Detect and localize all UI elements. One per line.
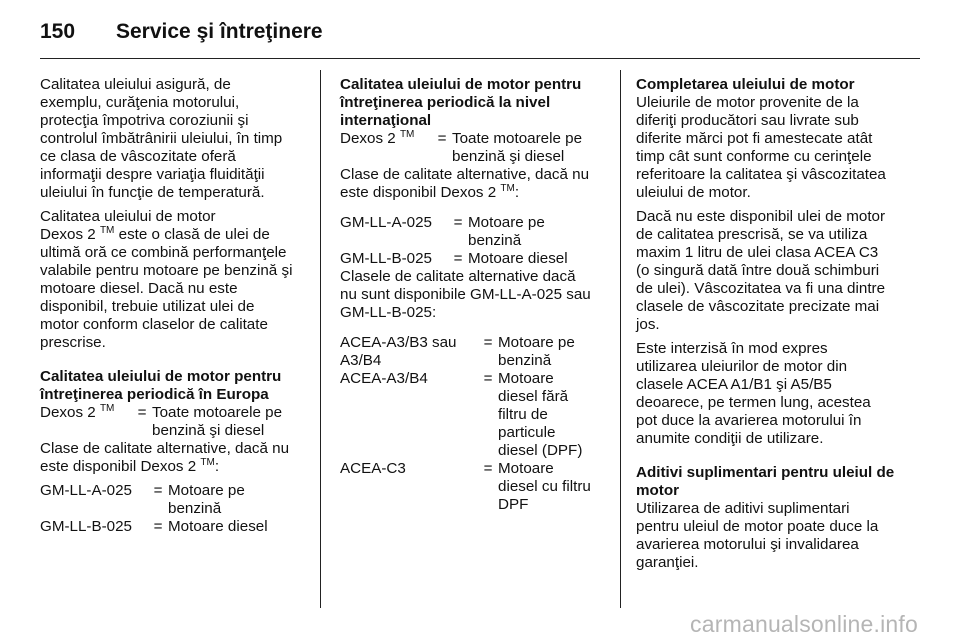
equals-sign: = bbox=[153, 518, 163, 535]
alt-classes-2-text: Clasele de calitate alternative dacă nu sunt disponibile GM-LL-A-025 sau GM-LL-B-025: bbox=[340, 268, 591, 321]
equals-sign: = bbox=[453, 214, 463, 231]
equals-sign: = bbox=[483, 460, 493, 477]
dexos-paragraph bbox=[40, 226, 305, 352]
column-divider-1 bbox=[320, 70, 321, 608]
table-key: GM-LL-B-025 bbox=[40, 518, 133, 535]
dexos-text: Dexos 2 bbox=[40, 226, 96, 243]
table-key: ACEA-C3 bbox=[340, 460, 406, 477]
dexos-row bbox=[40, 404, 305, 440]
oil-quality-label: Calitatea uleiului de motor bbox=[40, 208, 216, 225]
gm-ll-table bbox=[40, 482, 305, 536]
international-heading: Calitatea uleiului de motor pentru întreţinerea periodică la nivel internaţional bbox=[340, 76, 582, 129]
dexos-row bbox=[340, 130, 605, 166]
equals-sign: = bbox=[137, 404, 147, 421]
intro-paragraph: Calitatea uleiului asigură, de exemplu, curăţenia motorului, protecţia împotriva coroziunii şi controlul îmbătrânirii uleiului, în timp ce clasa de vâscozitate oferă informaţii despre variaţia fluidităţii uleiului în funcţie de temperatură. bbox=[40, 76, 283, 201]
gm-ll-table bbox=[340, 214, 605, 268]
oil-mixing-paragraph: Uleiurile de motor provenite de la diferiţi producători sau livrate sub diferite mărci pot fi amestecate atât timp cât sunt conforme cu cerinţele referitoare la calitatea şi vâscozitatea uleiului de motor. bbox=[636, 94, 886, 201]
alt-classes-text: Clase de calitate alternative, dacă nu este disponibil Dexos 2 ™: bbox=[340, 166, 590, 201]
watermark-link[interactable]: carmanualsonline.info bbox=[690, 611, 918, 637]
table-key: ACEA-A3/B3 sau A3/B4 bbox=[340, 334, 457, 369]
acea-table bbox=[340, 334, 605, 514]
table-value: Motoare pe benzină bbox=[168, 482, 245, 517]
additives-paragraph: Utilizarea de aditivi suplimentari pentru uleiul de motor poate duce la avarierea motorului şi invalidarea garanţiei. bbox=[636, 500, 879, 571]
table-key: GM-LL-A-025 bbox=[340, 214, 433, 231]
table-value: Motoare diesel cu filtru DPF bbox=[498, 460, 591, 513]
alt-classes-text: Clase de calitate alternative, dacă nu este disponibil Dexos 2 ™: bbox=[40, 440, 290, 475]
equals-sign: = bbox=[453, 250, 463, 267]
trademark: TM bbox=[99, 224, 115, 236]
dexos-value: Toate motoarele pe benzină şi diesel bbox=[452, 130, 583, 165]
dexos-key: Dexos 2 ™ bbox=[40, 402, 115, 421]
dexos-text-rest: este o clasă de ulei de ultimă oră ce combină performanţele valabile pentru motoare pe benzină şi motoare diesel. Dacă nu este disponibil, trebuie utilizat ulei de motor conform claselor de calitate prescrise. bbox=[40, 226, 293, 351]
acea-c3-paragraph: Dacă nu este disponibil ulei de motor de calitatea prescrisă, se va utiliza maxim 1 litru de ulei clasa ACEA C3 (o singură dată între două schimburi de ulei). Vâscozitatea va fi una dintre clasele de vâscozitate precizate mai jos. bbox=[636, 208, 886, 333]
column-2 bbox=[340, 76, 605, 514]
page-header bbox=[40, 20, 323, 46]
table-key: GM-LL-A-025 bbox=[40, 482, 133, 499]
column-divider-2 bbox=[620, 70, 621, 608]
table-value: Motoare diesel fără filtru de particule diesel (DPF) bbox=[498, 370, 583, 459]
table-value: Motoare pe benzină bbox=[498, 334, 575, 369]
oil-topup-heading: Completarea uleiului de motor bbox=[636, 76, 855, 93]
dexos-key: Dexos 2 ™ bbox=[340, 128, 415, 147]
header-rule bbox=[40, 58, 920, 59]
additives-heading: Aditivi suplimentari pentru uleiul de motor bbox=[636, 464, 895, 499]
table-value: Motoare diesel bbox=[168, 518, 268, 535]
equals-sign: = bbox=[483, 370, 493, 387]
table-key: GM-LL-B-025 bbox=[340, 250, 433, 267]
equals-sign: = bbox=[437, 130, 447, 147]
table-key: ACEA-A3/B4 bbox=[340, 370, 428, 387]
dexos-value: Toate motoarele pe benzină şi diesel bbox=[152, 404, 283, 439]
column-1 bbox=[40, 76, 305, 536]
equals-sign: = bbox=[483, 334, 493, 351]
table-value: Motoare diesel bbox=[468, 250, 568, 267]
table-value: Motoare pe benzină bbox=[468, 214, 545, 249]
prohibited-oils-paragraph: Este interzisă în mod expres utilizarea uleiurilor de motor din clasele ACEA A1/B1 şi A5/B5 deoarece, pe termen lung, acestea pot duce la avarierea motorului în anumite condiţii de utilizare. bbox=[636, 340, 871, 447]
page-number: 150 bbox=[40, 20, 76, 43]
europe-heading: Calitatea uleiului de motor pentru întreţinerea periodică în Europa bbox=[40, 368, 282, 403]
column-3 bbox=[636, 76, 906, 578]
equals-sign: = bbox=[153, 482, 163, 499]
page-title: Service şi întreţinere bbox=[116, 20, 323, 43]
